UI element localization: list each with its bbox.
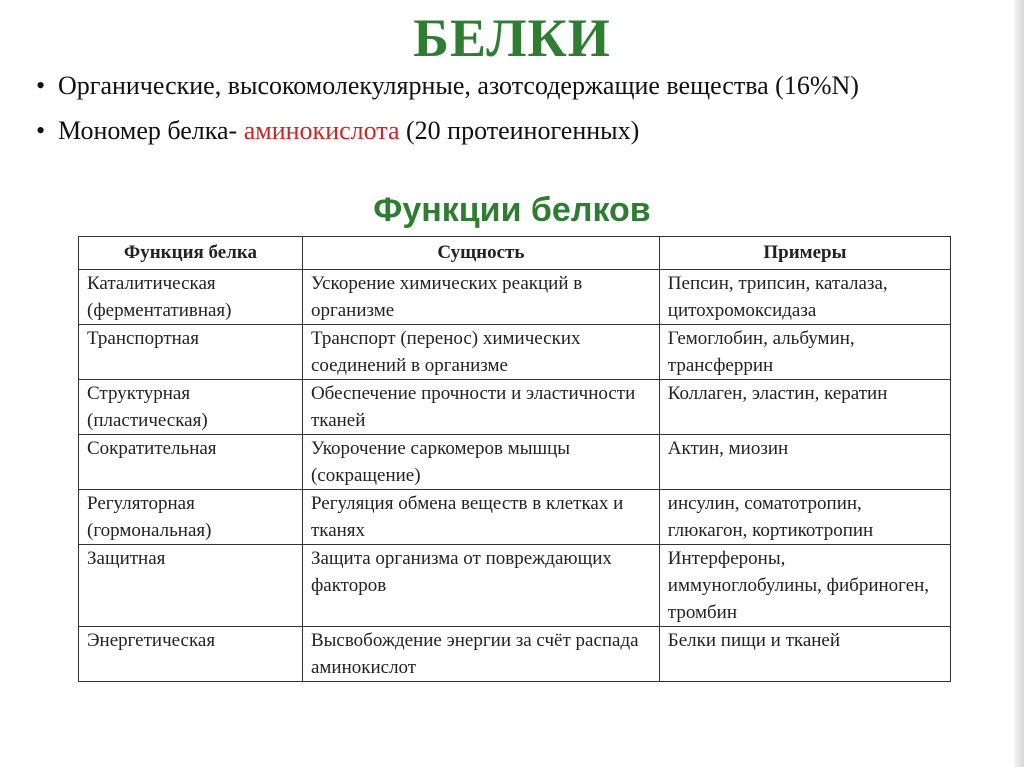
- bullet-text-start: Мономер белка-: [58, 116, 244, 145]
- cell-function: Энергетическая: [79, 627, 303, 682]
- table-row: [79, 490, 951, 545]
- bullet-item-definition: [36, 70, 1006, 101]
- table-row: [79, 270, 951, 325]
- table-row: [79, 325, 951, 380]
- cell-examples: Гемоглобин, альбумин, трансферрин: [659, 325, 950, 380]
- column-header-examples: Примеры: [659, 237, 950, 270]
- protein-functions-table: [78, 236, 951, 682]
- cell-essence: Укорочение саркомеров мышцы (сокращение): [302, 435, 659, 490]
- cell-examples: Пепсин, трипсин, каталаза, цитохромоксидаза: [659, 270, 950, 325]
- bullet-text-end: (20 протеиногенных): [399, 116, 640, 145]
- cell-essence: Обеспечение прочности и эластичности тканей: [302, 380, 659, 435]
- cell-essence: Транспорт (перенос) химических соединений в организме: [302, 325, 659, 380]
- bullet-marker: •: [36, 116, 46, 145]
- cell-function: Каталитическая (ферментативная): [79, 270, 303, 325]
- cell-examples: Интерфероны, иммуноглобулины, фибриноген, тромбин: [659, 545, 950, 627]
- table-row: [79, 627, 951, 682]
- table-title: Функции белков: [373, 191, 651, 229]
- cell-essence: Регуляция обмена веществ в клетках и тканях: [302, 490, 659, 545]
- slide-edge-shadow: [1014, 0, 1024, 767]
- bullet-text: Органические, высокомолекулярные, азотсодержащие вещества (16%N): [58, 71, 859, 100]
- cell-function: Транспортная: [79, 325, 303, 380]
- cell-examples: Белки пищи и тканей: [659, 627, 950, 682]
- cell-essence: Защита организма от повреждающих факторов: [302, 545, 659, 627]
- cell-essence: Высвобождение энергии за счёт распада аминокислот: [302, 627, 659, 682]
- column-header-function: Функция белка: [79, 237, 303, 270]
- cell-function: Сократительная: [79, 435, 303, 490]
- bullet-marker: •: [36, 71, 46, 100]
- bullet-item-monomer: [36, 115, 1006, 146]
- bullet-list: [36, 70, 1006, 160]
- cell-function: Защитная: [79, 545, 303, 627]
- cell-function: Структурная (пластическая): [79, 380, 303, 435]
- highlight-term: аминокислота: [243, 116, 400, 145]
- slide-title: БЕЛКИ: [413, 8, 611, 68]
- cell-examples: Коллаген, эластин, кератин: [659, 380, 950, 435]
- cell-essence: Ускорение химических реакций в организме: [302, 270, 659, 325]
- table-row: [79, 435, 951, 490]
- column-header-essence: Сущность: [302, 237, 659, 270]
- cell-examples: Актин, миозин: [659, 435, 950, 490]
- table-row: [79, 380, 951, 435]
- cell-function: Регуляторная (гормональная): [79, 490, 303, 545]
- cell-examples: инсулин, соматотропин, глюкагон, кортикотропин: [659, 490, 950, 545]
- table-row: [79, 545, 951, 627]
- table-header-row: [79, 237, 951, 270]
